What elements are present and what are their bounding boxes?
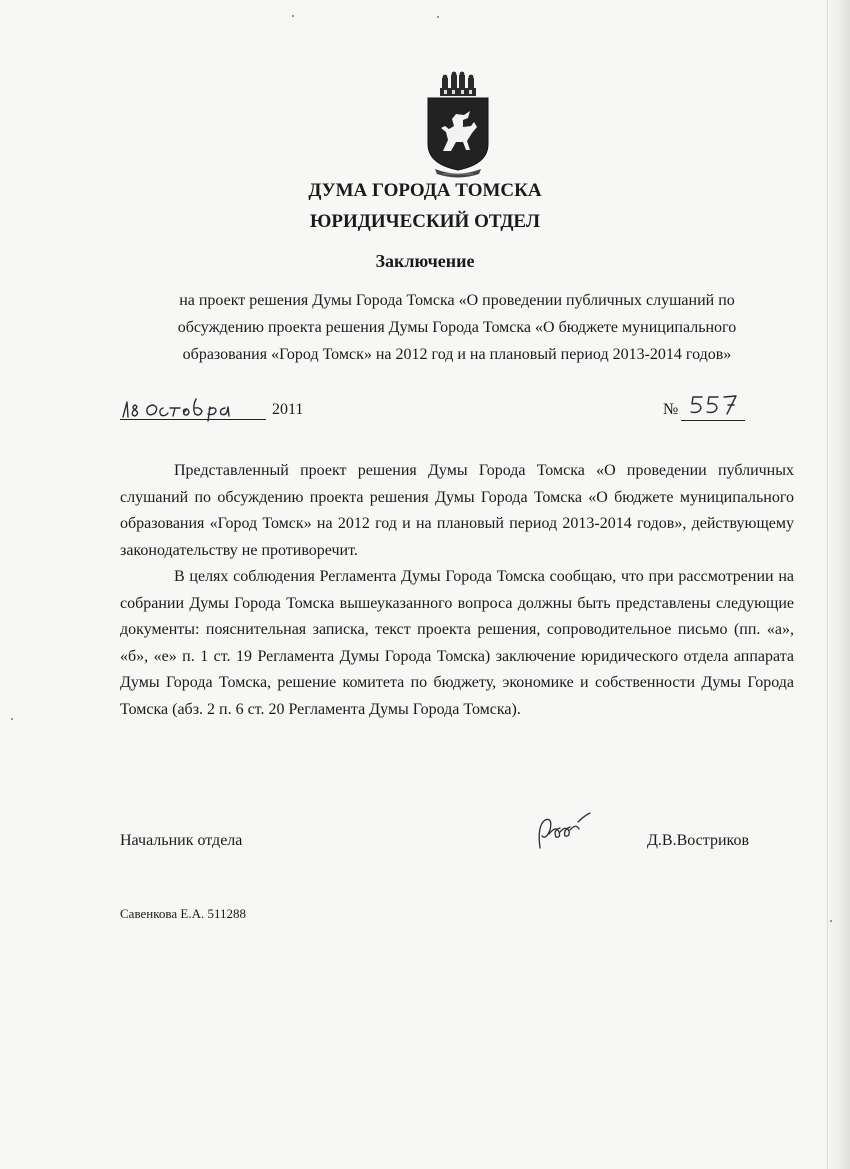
executor-contact: Савенкова Е.А. 511288 xyxy=(120,906,246,921)
handwritten-number xyxy=(688,391,744,419)
scan-speck xyxy=(830,920,832,922)
document-subject xyxy=(120,287,794,368)
department-name: ЮРИДИЧЕСКИЙ ОТДЕЛ xyxy=(310,211,540,232)
organization-name: ДУМА ГОРОДА ТОМСКА xyxy=(308,180,542,201)
document-year: 2011 xyxy=(272,401,304,418)
subject-line: образования «Город Томск» на 2012 год и на плановый период 2013-2014 годов» xyxy=(182,346,732,363)
body-paragraph: Представленный проект решения Думы Города Томска «О проведении публичных слушаний по обсуждению проекта решения Думы Города Томска «О бюджете муниципального образования «Город Томск» на 2012 год и на плановый период 2013-2014 годов», действующему законодательству не противоречит. xyxy=(120,462,794,559)
document-number-label: № xyxy=(663,401,679,418)
handwritten-signature xyxy=(534,810,596,852)
subject-line: обсуждению проекта решения Думы Города Томска «О бюджете муниципального xyxy=(177,319,737,336)
subject-line: на проект решения Думы Города Томска «О проведении публичных слушаний по xyxy=(179,292,735,309)
document-body xyxy=(120,458,794,723)
scan-speck xyxy=(11,718,13,720)
document-title: Заключение xyxy=(375,251,475,271)
body-paragraph: В целях соблюдения Регламента Думы Города Томска сообщаю, что при рассмотрении на собрании Думы Города Томска вышеуказанного вопроса должны быть представлены следующие документы: пояснительная записка, текст проекта решения, сопроводительное письмо (пп. «а», «б», «е» п. 1 ст. 19 Регламента Думы Города Томска) заключение юридического отдела аппарата Думы Города Томска, решение комитета по бюджету, экономике и собственности Думы Города Томска (абз. 2 п. 6 ст. 20 Регламента Думы Города Томска). xyxy=(120,568,794,718)
scan-edge-line xyxy=(827,0,828,1169)
handwritten-date xyxy=(118,393,268,423)
signatory-name: Д.В.Востриков xyxy=(647,832,750,849)
scan-speck xyxy=(292,15,294,17)
crown-icon xyxy=(440,72,476,96)
signatory-role: Начальник отдела xyxy=(120,832,243,849)
scan-speck xyxy=(437,16,439,18)
coat-of-arms-emblem xyxy=(421,70,495,182)
